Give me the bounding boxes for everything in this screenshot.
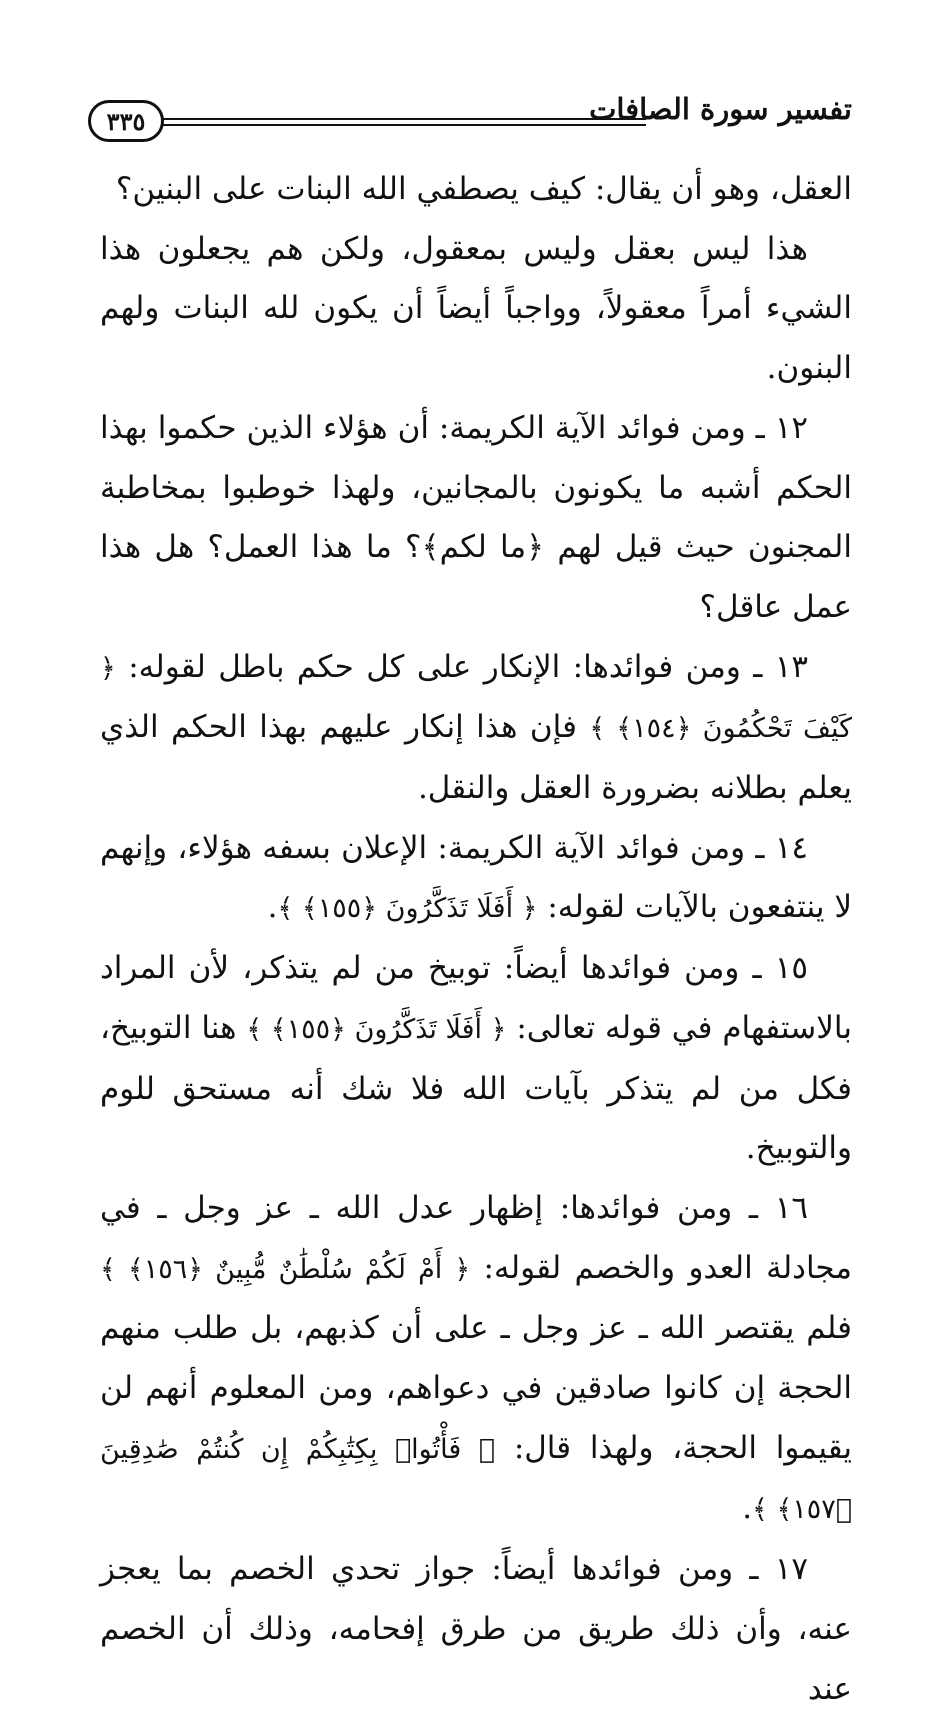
paragraph [100,638,852,819]
paragraph-text: ١٢ ـ ومن فوائد الآية الكريمة: أن هؤلاء الذين حكموا بهذا الحكم أشبه ما يكونون بالمجانين، ولهذا خوطبوا بمخاطبة المجنون حيث قيل لهم [100,409,852,566]
paragraph [100,160,852,220]
paragraph-text: ؟ ما هذا العمل؟ هل هذا عمل عاقل؟ [100,529,852,625]
quran-verse: ﴿ أَفَلَا تَذَكَّرُونَ ﴿١٥٥﴾ ﴾ [246,1013,507,1045]
paragraph-text: ١٥ ـ ومن فوائدها أيضاً: توبيخ من لم يتذكر، لأن المراد بالاستفهام في قوله تعالى: [100,950,853,1046]
quoted-phrase: ﴿ما لكم﴾ [421,529,545,566]
paragraph-text: ١٧ ـ ومن فوائدها أيضاً: جواز تحدي الخصم بما يعجز عنه، وأن ذلك طريق من طرق إفحامه، وذلك أن الخصم عند [100,1551,852,1707]
quran-verse: ﴿ فَأْتُوا۟ بِكِتَٰبِكُمْ إِن كُنتُمْ صَٰدِقِينَ ﴿١٥٧﴾ ﴾ [100,1433,852,1526]
paragraph [100,1179,852,1540]
page-number: ٣٣٥ [88,100,164,142]
header-rule [162,124,646,126]
quran-verse: ﴿ أَفَلَا تَذَكَّرُونَ ﴿١٥٥﴾ ﴾ [277,893,538,925]
paragraph-text: ١٣ ـ ومن فوائدها: الإنكار على كل حكم باطل لقوله: [115,648,808,685]
paragraph-text: ١٦ ـ ومن فوائدها: إظهار عدل الله ـ عز وجل ـ في مجادلة العدو والخصم لقوله: [100,1189,853,1286]
paragraph-text: فلم يقتصر الله ـ عز وجل ـ على أن كذبهم، بل طلب منهم الحجة إن كانوا صادقين في دعواهم، ومن المعلوم أنهم لن يقيموا الحجة، ولهذا قال: [100,1310,853,1466]
paragraph [100,939,852,1179]
page-header [84,92,852,154]
paragraph-text: ١٤ ـ ومن فوائد الآية الكريمة: الإعلان بسفه هؤلاء، وإنهم لا ينتفعون بالآيات لقوله: [100,829,852,926]
header-rule [162,118,646,120]
body-text [100,160,852,1719]
paragraph-text: العقل، وهو أن يقال: كيف يصطفي الله البنات على البنين؟ [115,171,852,207]
quran-verse: ﴿ كَيْفَ تَحْكُمُونَ ﴿١٥٤﴾ ﴾ [100,652,852,745]
quran-verse: ﴿ أَمْ لَكُمْ سُلْطَٰنٌ مُّبِينٌ ﴿١٥٦﴾ ﴾ [100,1253,471,1285]
paragraph-text: هذا ليس بعقل وليس بمعقول، ولكن هم يجعلون هذا الشيء أمراً معقولاً، وواجباً أيضاً أن يكون لله البنات ولهم البنون. [100,230,852,387]
running-title: تفسير سورة الصافات [589,92,852,126]
paragraph-text: . [742,1490,753,1527]
paragraph-text: هنا التوبيخ، فكل من لم يتذكر بآيات الله فلا شك أنه مستحق للوم والتوبيخ. [100,1009,852,1167]
paragraph [100,819,852,939]
paragraph [100,399,852,638]
paragraph [100,1540,852,1719]
paragraph-text: فإن هذا إنكار عليهم بهذا الحكم الذي يعلم بطلانه بضرورة العقل والنقل. [100,709,852,807]
paragraph [100,220,852,399]
paragraph-text: . [267,889,278,926]
